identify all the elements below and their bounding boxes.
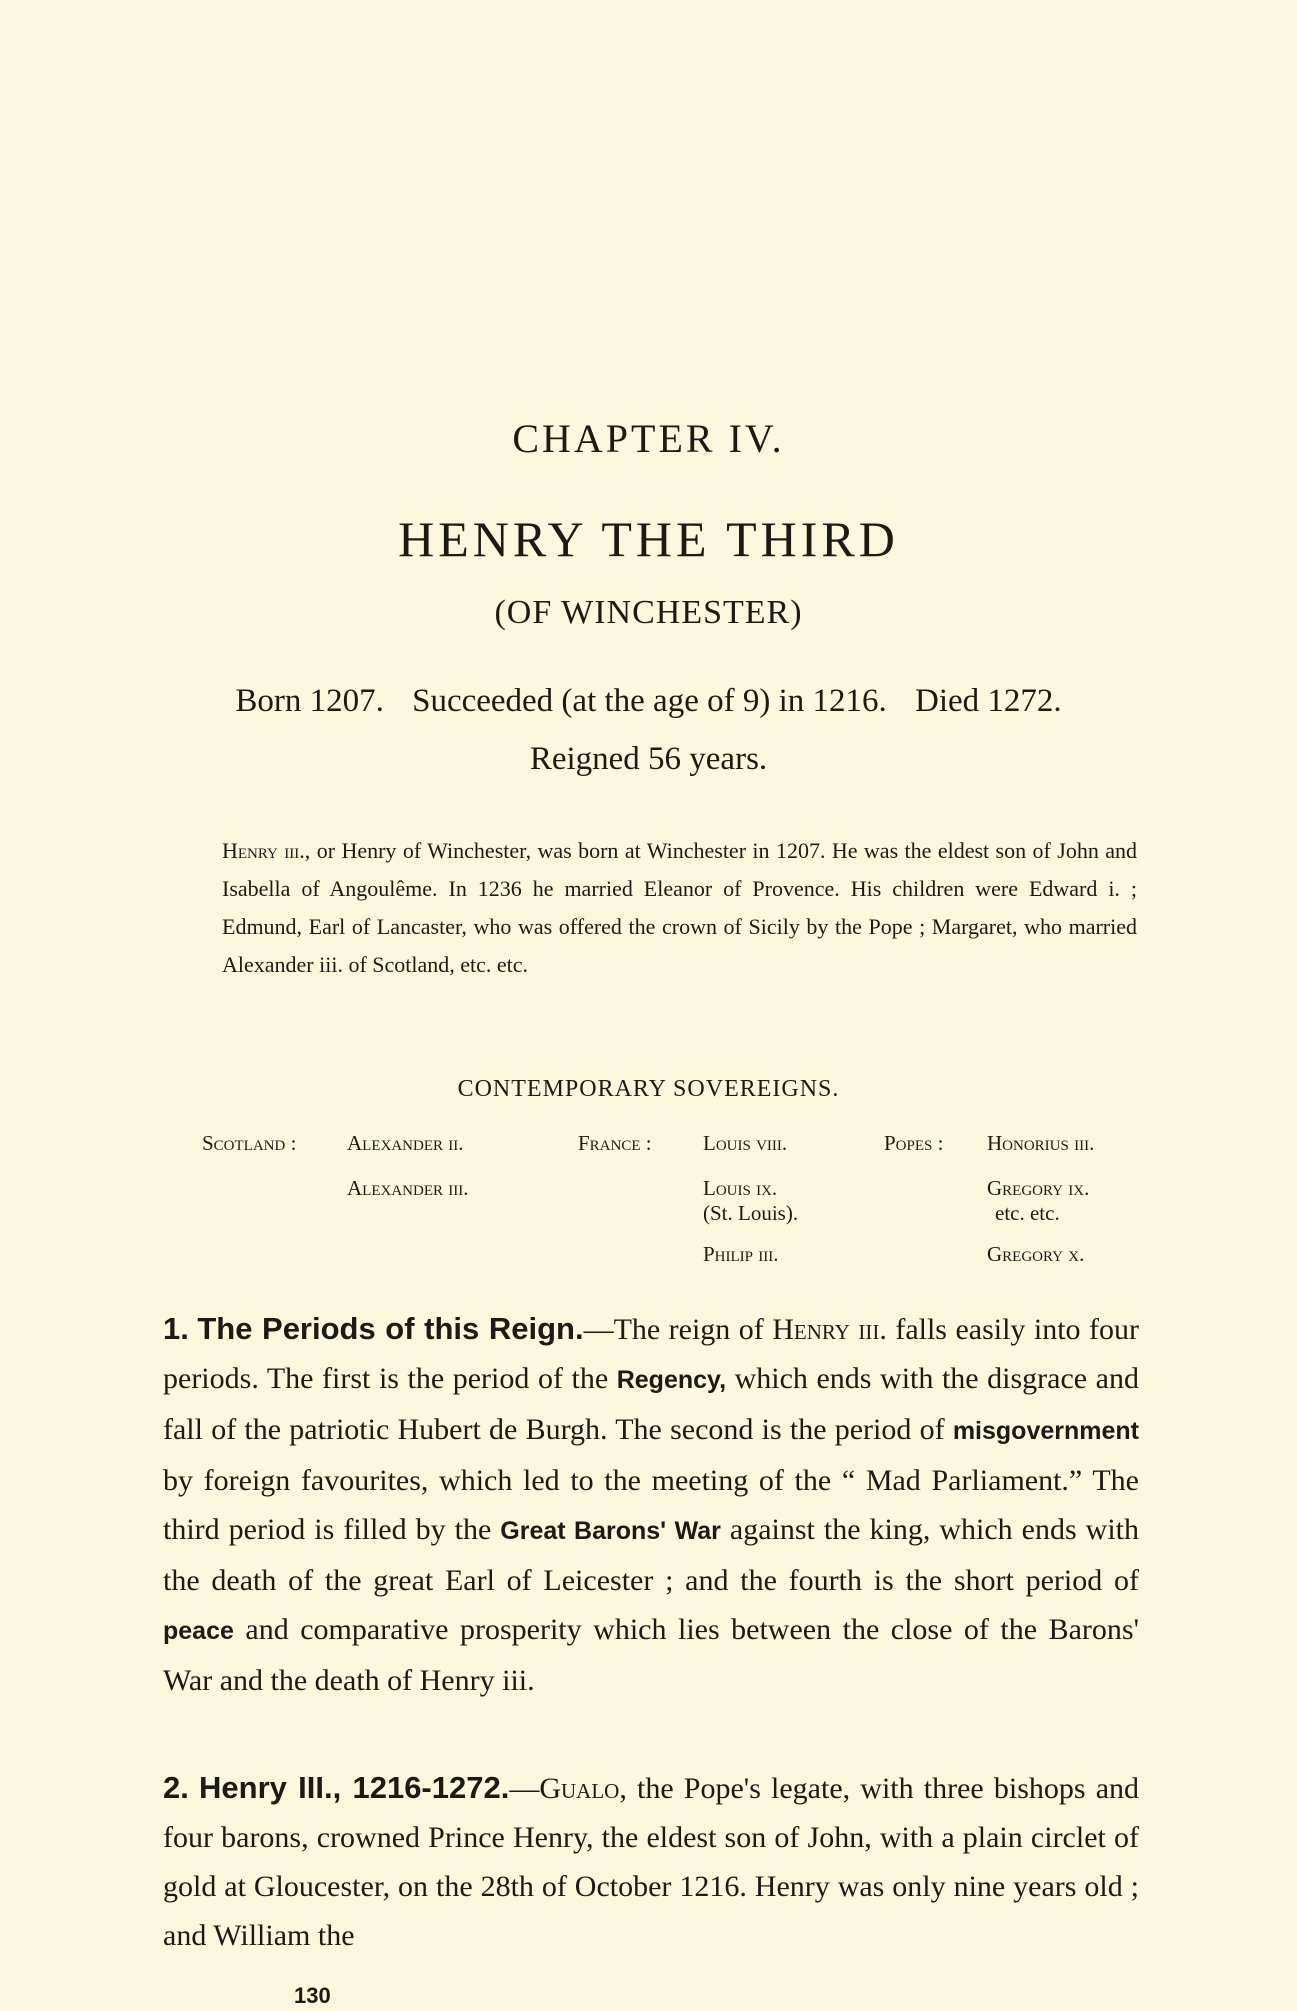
pope-note: etc. etc. [995,1201,1060,1225]
succeeded-date: Succeeded (at the age of 9) in 1216. [412,683,887,719]
chapter-subtitle: (OF WINCHESTER) [494,594,803,631]
section-2-paragraph [163,1763,1139,1960]
intro-paragraph [222,832,1137,984]
contemporary-heading: CONTEMPORARY SOVEREIGNS. [457,1076,840,1102]
intro-text: , or Henry of Winchester, was born at Winchester in 1207. He was the eldest son of John and Isabella of Angoulême. In 1236 he married Eleanor of Provence. His children were Edward i. ; Edmund, Earl of Lancaster, who was offered the crown of Sicily by the Pope ; Margaret, who married Alexander iii. of Scotland, etc. etc. [222,838,1137,977]
pope: Honorius iii. [987,1131,1095,1155]
scotland-label: Scotland : [202,1131,297,1155]
text-run: falls easily into four periods. The first is the period of the [163,1313,1139,1395]
bold-term: misgovernment [952,1417,1139,1445]
pope: Gregory ix. [987,1176,1090,1200]
text-run: by foreign favourites, which led to the meeting of the “ Mad Parliament.” The third period is filled by the [163,1464,1139,1546]
king-name: Henry iii. [772,1313,887,1346]
text-run: which ends with the disgrace and fall of the patriotic Hubert de Burgh. The second is the period of [163,1362,1139,1446]
scotland-ruler: Alexander ii. [347,1131,464,1155]
france-ruler-note: (St. Louis). [703,1201,799,1225]
text-run: , the Pope's legate, with three bishops and four barons, crowned Prince Henry, the eldest son of John, with a plain circlet of gold at Gloucester, on the 28th of October 1216. Henry was only nine years old ; and William the [163,1772,1140,1952]
france-ruler: Philip iii. [703,1242,779,1266]
page-number: 130 [294,1983,331,2008]
bold-term: peace [163,1617,234,1645]
text-run: —The reign of [583,1313,773,1346]
person-name: Gualo [539,1772,620,1805]
chapter-number: CHAPTER IV. [512,416,785,461]
section-1-number: 1. [163,1311,189,1346]
popes-label: Popes : [884,1131,944,1155]
life-dates [0,683,1297,720]
pope: Gregory x. [987,1242,1085,1266]
section-2-heading: Henry III., 1216-1272. [199,1770,510,1805]
text-run: — [509,1772,540,1805]
text-run: and comparative prosperity which lies between the close of the Barons' War and the death of Henry iii. [163,1613,1139,1697]
died-date: Died 1272. [915,683,1062,719]
section-2-number: 2. [163,1770,189,1805]
chapter-title: HENRY THE THIRD [398,511,899,567]
france-ruler: Louis viii. [703,1131,788,1155]
born-date: Born 1207. [235,683,384,719]
bold-term: Great Barons' War [500,1517,721,1545]
intro-name: Henry iii. [222,838,305,863]
text-run: against the king, which ends with the death of the great Earl of Leicester ; and the fourth is the short period of [163,1513,1140,1597]
reign-length: Reigned 56 years. [529,741,768,777]
scotland-ruler: Alexander iii. [347,1176,469,1200]
section-1-paragraph [163,1304,1139,1705]
france-label: France : [578,1131,652,1155]
france-ruler: Louis ix. [703,1176,778,1200]
bold-term: Regency, [616,1366,727,1394]
section-1-heading: The Periods of this Reign. [197,1311,584,1346]
